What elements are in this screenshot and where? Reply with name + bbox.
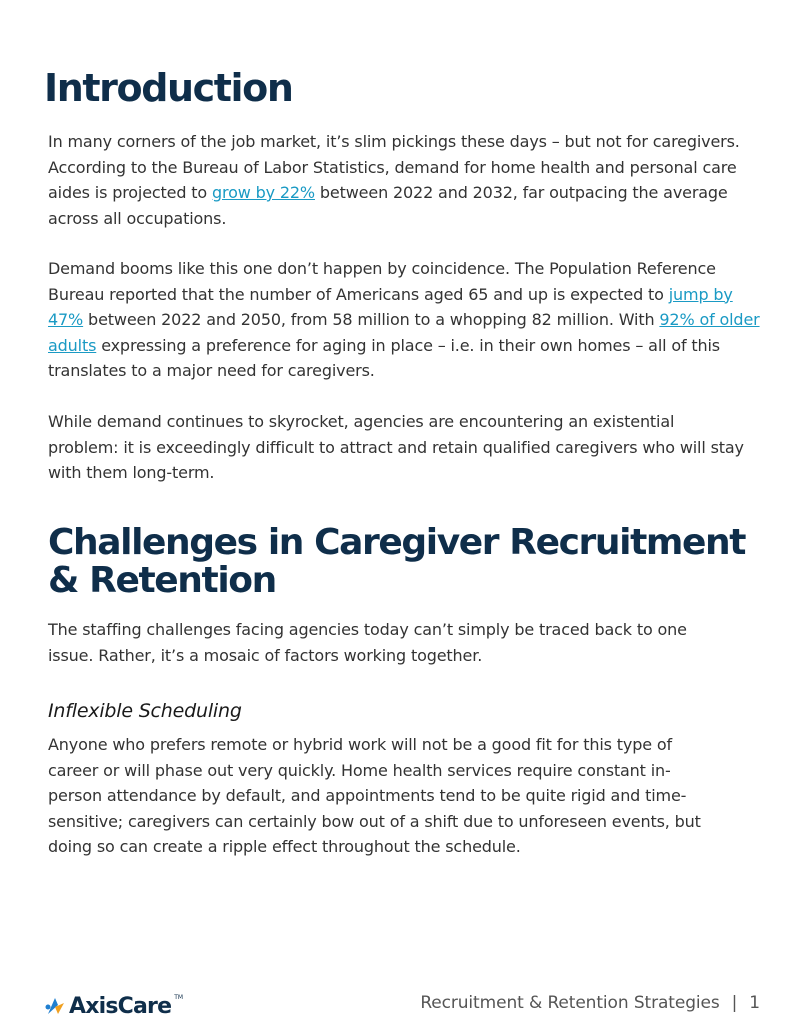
page-number: 1 [749, 993, 760, 1013]
axiscare-logo [44, 992, 183, 1020]
axiscare-logo-icon [44, 995, 66, 1017]
text-line: Demand booms like this one don’t happen by coincidence. The Population Reference [48, 259, 716, 278]
text-line: career or will phase out very quickly. Home health services require constant in- [48, 760, 671, 780]
heading-challenges [48, 524, 768, 600]
text-fragment: between 2022 and 2050, from 58 million to a whopping 82 million. With [83, 310, 660, 329]
text-line: The staffing challenges facing agencies today can’t simply be traced back to one [48, 620, 687, 639]
text-line [48, 307, 760, 333]
text-line: According to the Bureau of Labor Statistics, demand for home health and personal care [48, 157, 737, 177]
text-fragment: Bureau reported that the number of Americans aged 65 and up is expected to [48, 284, 669, 304]
paragraph-challenges [48, 617, 760, 668]
text-line: with them long-term. [48, 463, 215, 482]
link-jump-by-47-part1[interactable]: jump by [668, 284, 733, 304]
footer-separator: | [731, 993, 738, 1013]
text-fragment: aides is projected to [48, 183, 213, 202]
text-line: doing so can create a ripple effect throughout the schedule. [48, 837, 521, 856]
text-line: issue. Rather, it’s a mosaic of factors working together. [48, 645, 483, 665]
text-line: In many corners of the job market, it’s slim pickings these days – but not for caregivers. [48, 132, 740, 151]
footer-running-title [420, 993, 760, 1013]
text-line: problem: it is exceedingly difficult to attract and retain qualified caregivers who will stay [48, 437, 744, 457]
link-grow-by-22[interactable]: grow by 22% [212, 183, 315, 202]
paragraph-intro-2 [48, 256, 760, 384]
text-line: Anyone who prefers remote or hybrid work will not be a good fit for this type of [48, 735, 672, 754]
text-line: across all occupations. [48, 208, 227, 228]
subheading-inflexible-scheduling: Inflexible Scheduling [48, 700, 242, 722]
logo-wordmark: AxisCare [69, 993, 172, 1019]
text-line: sensitive; caregivers can certainly bow out of a shift due to unforeseen events, but [48, 811, 701, 831]
text-fragment: between 2022 and 2032, far outpacing the average [314, 183, 728, 202]
text-line [48, 282, 760, 308]
text-fragment: expressing a preference for aging in place – i.e. in their own homes – all of this [96, 335, 720, 355]
link-jump-by-47-part2[interactable]: 47% [48, 310, 84, 329]
link-92-older-adults-part2[interactable]: adults [48, 335, 97, 355]
link-92-older-adults-part1[interactable]: 92% of older [659, 310, 760, 329]
paragraph-scheduling [48, 732, 760, 860]
paragraph-intro-3 [48, 409, 760, 486]
text-line: translates to a major need for caregivers. [48, 361, 375, 380]
heading-introduction: Introduction [44, 66, 293, 110]
heading-line: Challenges in Caregiver Recruitment [48, 522, 746, 563]
footer-doc-title: Recruitment & Retention Strategies [420, 993, 720, 1013]
text-line [48, 333, 760, 359]
heading-line: & Retention [48, 560, 276, 601]
trademark-mark: TM [174, 994, 184, 1001]
text-line [48, 180, 760, 206]
text-line: person attendance by default, and appointments tend to be quite rigid and time- [48, 786, 687, 805]
text-line: While demand continues to skyrocket, agencies are encountering an existential [48, 412, 675, 431]
paragraph-intro-1 [48, 129, 760, 231]
